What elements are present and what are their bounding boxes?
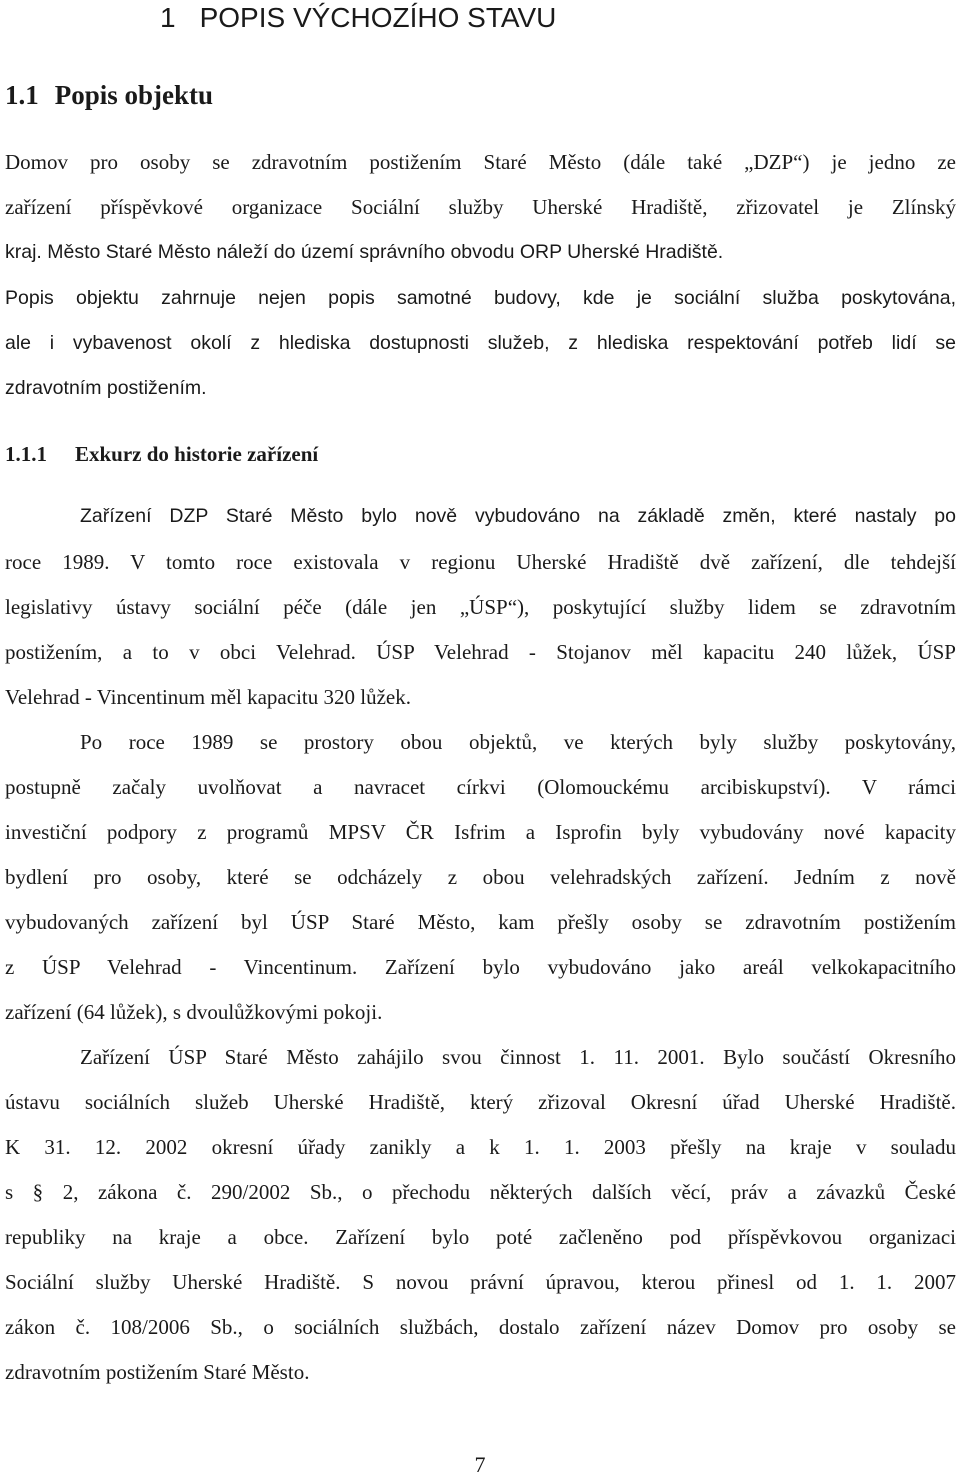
subsection-title: Exkurz do historie zařízení xyxy=(75,442,319,466)
chapter-number: 1 xyxy=(160,2,176,33)
chapter-title: POPIS VÝCHOZÍHO STAVU xyxy=(199,2,557,33)
subsection-number: 1.1.1 xyxy=(5,442,47,466)
page-number: 7 xyxy=(474,1452,486,1477)
paragraph-line: K 31. 12. 2002 okresní úřady zanikly a k 1. 1. 2003 přešly na kraje v souladu xyxy=(5,1135,956,1159)
paragraph-line: Zařízení DZP Staré Město bylo nově vybudováno na základě změn, které nastaly po xyxy=(80,505,956,527)
paragraph-line: postupně začaly uvolňovat a navracet církvi (Olomouckému arcibiskupství). V rámci xyxy=(5,775,956,799)
section-number: 1.1 xyxy=(5,80,39,110)
paragraph-line: vybudovaných zařízení byl ÚSP Staré Město, kam přešly osoby se zdravotním postižením xyxy=(5,910,956,934)
paragraph-line: Po roce 1989 se prostory obou objektů, ve kterých byly služby poskytovány, xyxy=(80,730,956,754)
paragraph-line: kraj. Město Staré Město náleží do území správního obvodu ORP Uherské Hradiště. xyxy=(5,241,724,263)
paragraph-line: zdravotním postižením. xyxy=(5,377,207,399)
paragraph-line: investiční podpory z programů MPSV ČR Isfrim a Isprofin byly vybudovány nové kapacity xyxy=(5,820,956,844)
paragraph-line: zařízení příspěvkové organizace Sociální služby Uherské Hradiště, zřizovatel je Zlínský xyxy=(5,195,956,219)
paragraph-line: roce 1989. V tomto roce existovala v regionu Uherské Hradiště dvě zařízení, dle tehdejší xyxy=(5,550,956,574)
subsection-heading xyxy=(5,442,318,467)
paragraph-line: Velehrad - Vincentinum měl kapacitu 320 lůžek. xyxy=(5,685,411,709)
paragraph-line: postižením, a to v obci Velehrad. ÚSP Velehrad - Stojanov měl kapacitu 240 lůžek, ÚSP xyxy=(5,640,956,664)
paragraph-line: Zařízení ÚSP Staré Město zahájilo svou činnost 1. 11. 2001. Bylo součástí Okresního xyxy=(80,1045,956,1069)
paragraph-line: zařízení (64 lůžek), s dvoulůžkovými pokoji. xyxy=(5,1000,383,1024)
section-title: Popis objektu xyxy=(54,80,214,110)
paragraph-line: bydlení pro osoby, které se odcházely z obou velehradských zařízení. Jedním z nově xyxy=(5,865,956,889)
chapter-heading xyxy=(160,2,556,34)
paragraph-line: ale i vybavenost okolí z hlediska dostupnosti služeb, z hlediska respektování potřeb lidí se xyxy=(5,332,956,354)
paragraph-line: z ÚSP Velehrad - Vincentinum. Zařízení bylo vybudováno jako areál velkokapacitního xyxy=(5,955,956,979)
paragraph-line: Domov pro osoby se zdravotním postižením Staré Město (dále také „DZP“) je jedno ze xyxy=(5,150,956,174)
paragraph-line: ústavu sociálních služeb Uherské Hradiště, který zřizoval Okresní úřad Uherské Hradiště. xyxy=(5,1090,956,1114)
paragraph-line: Popis objektu zahrnuje nejen popis samotné budovy, kde je sociální služba poskytována, xyxy=(5,287,956,309)
section-heading xyxy=(5,80,213,111)
paragraph-line: Sociální služby Uherské Hradiště. S novou právní úpravou, kterou přinesl od 1. 1. 2007 xyxy=(5,1270,956,1294)
paragraph-line: republiky na kraje a obce. Zařízení bylo poté začleněno pod příspěvkovou organizaci xyxy=(5,1225,956,1249)
paragraph-line: zdravotním postižením Staré Město. xyxy=(5,1360,310,1384)
paragraph-line: s § 2, zákona č. 290/2002 Sb., o přechodu některých dalších věcí, práv a závazků České xyxy=(5,1180,956,1204)
paragraph-line: zákon č. 108/2006 Sb., o sociálních službách, dostalo zařízení název Domov pro osoby se xyxy=(5,1315,956,1339)
paragraph-line: legislativy ústavy sociální péče (dále jen „ÚSP“), poskytující služby lidem se zdravotním xyxy=(5,595,956,619)
